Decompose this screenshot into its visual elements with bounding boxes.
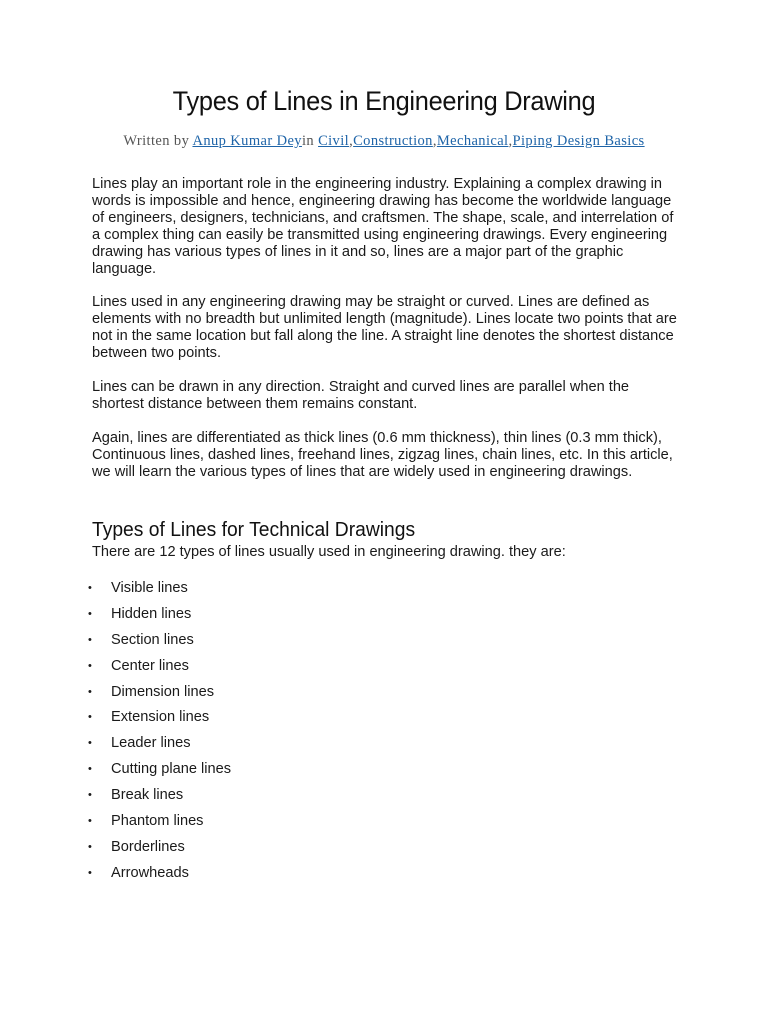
list-item-label: Break lines bbox=[111, 787, 184, 804]
bullet: • bbox=[88, 633, 92, 646]
bullet: • bbox=[88, 840, 92, 853]
list-item-label: Leader lines bbox=[111, 735, 191, 752]
list-item bbox=[88, 861, 231, 887]
bullet: • bbox=[88, 789, 92, 802]
list-item-label: Arrowheads bbox=[111, 864, 189, 881]
page-title: Types of Lines in Engineering Drawing bbox=[172, 86, 596, 116]
author-link[interactable]: Anup Kumar Dey bbox=[192, 133, 302, 149]
list-item bbox=[88, 809, 231, 835]
category-link-civil[interactable]: Civil bbox=[318, 133, 350, 149]
list-item-label: Borderlines bbox=[111, 838, 185, 855]
list-item-label: Center lines bbox=[111, 657, 189, 674]
paragraph-line-definition: Lines used in any engineering drawing may be straight or curved. Lines are defined as elements with no breadth but unlimited length (magnitude). Lines locate two points that are not in the same location but fall along the line. A straight line denotes the shortest distance between two points. bbox=[92, 294, 677, 362]
list-item-label: Hidden lines bbox=[111, 605, 192, 622]
bullet: • bbox=[88, 582, 92, 594]
paragraph-line-direction: Lines can be drawn in any direction. Straight and curved lines are parallel when the shortest distance between them remains constant. bbox=[92, 379, 630, 412]
list-item-label: Visible lines bbox=[111, 580, 188, 596]
list-item-label: Extension lines bbox=[111, 709, 210, 726]
bullet: • bbox=[88, 815, 92, 828]
list-item bbox=[88, 680, 231, 706]
list-item bbox=[88, 783, 231, 809]
list-item-label: Cutting plane lines bbox=[111, 761, 232, 778]
list-item bbox=[88, 731, 231, 757]
bullet: • bbox=[88, 866, 92, 879]
byline-prefix: Written by bbox=[123, 133, 193, 149]
category-separator: , bbox=[508, 133, 513, 149]
list-item bbox=[88, 602, 231, 628]
category-link-piping-design-basics[interactable]: Piping Design Basics bbox=[512, 133, 645, 149]
list-item bbox=[88, 576, 231, 602]
bullet: • bbox=[88, 737, 92, 750]
list-item-label: Phantom lines bbox=[111, 813, 204, 830]
category-link-construction[interactable]: Construction bbox=[353, 133, 433, 149]
line-types-list bbox=[88, 576, 231, 887]
list-item-label: Section lines bbox=[111, 631, 194, 648]
section-heading: Types of Lines for Technical Drawings bbox=[92, 518, 416, 541]
article-body bbox=[92, 176, 682, 498]
list-item-label: Dimension lines bbox=[111, 683, 215, 700]
bullet: • bbox=[88, 607, 92, 620]
byline-in: in bbox=[301, 133, 319, 149]
paragraph-line-types: Again, lines are differentiated as thick lines (0.6 mm thickness), thin lines (0.3 mm thick), Continuous lines, dashed lines, freehand lines, zigzag lines, chain lines, etc. In this article, we will learn the various types of lines that are widely used in engineering drawings. bbox=[92, 429, 673, 480]
category-link-mechanical[interactable]: Mechanical bbox=[436, 133, 509, 149]
list-item bbox=[88, 757, 231, 783]
list-item bbox=[88, 628, 231, 654]
section-intro: There are 12 types of lines usually used in engineering drawing. they are: bbox=[92, 544, 566, 560]
bullet: • bbox=[88, 763, 92, 776]
bullet: • bbox=[88, 659, 92, 672]
list-item bbox=[88, 654, 231, 680]
byline bbox=[100, 133, 668, 150]
bullet: • bbox=[88, 711, 92, 724]
bullet: • bbox=[88, 685, 92, 698]
list-item bbox=[88, 705, 231, 731]
paragraph-intro: Lines play an important role in the engineering industry. Explaining a complex drawing in words is impossible and hence, engineering drawing has become the worldwide language of engineers, designers, technicians, and craftsmen. The shape, scale, and interrelation of a complex thing can easily be transmitted using engineering drawings. Every engineering drawing has various types of lines in it and so, lines are a major part of the graphic language. bbox=[92, 176, 674, 277]
category-separator: , bbox=[432, 133, 437, 149]
category-separator: , bbox=[349, 133, 354, 149]
list-item bbox=[88, 835, 231, 861]
